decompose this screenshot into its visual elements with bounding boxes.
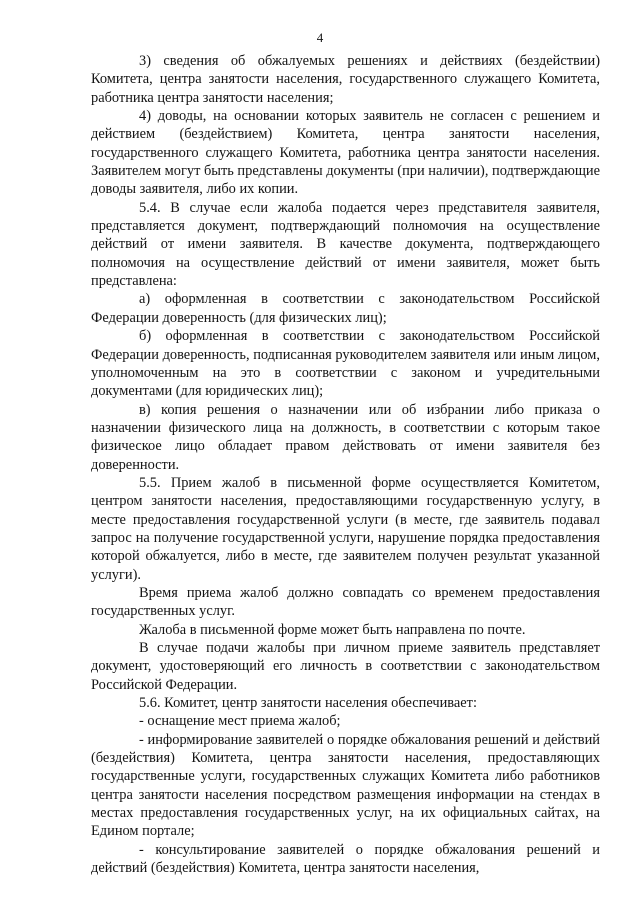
paragraph-5-6-provides: 5.6. Комитет, центр занятости населения обеспечивает: (139, 695, 477, 712)
paragraph-item-v: в) копия решения о назначении или об избрании либо приказа о назначении физического лица на должность, в соответствии с которым такое физическое лицо обладает правом действовать от имени заявителя без доверенности. (91, 401, 600, 473)
paragraph-informing: - информирование заявителей о порядке обжалования решений и действий (бездействия) Комитета, центра занятости населения, предоставляющих государственные услуги, государственных служащих Комитета либо работников центра занятости населения посредством размещения информации на стендах в местах предоставления государственных услуг, на их официальных сайтах, на Едином портале; (91, 731, 600, 840)
paragraph-5-4-representative: 5.4. В случае если жалоба подается через представителя заявителя, представляется документ, подтверждающий полномочия на осуществление действий от имени заявителя. В качестве документа, подтверждающего полномочия на осуществление действий от имени заявителя, может быть представлена: (91, 199, 600, 290)
document-body (91, 52, 600, 877)
paragraph-consulting: - консультирование заявителей о порядке обжалования решений и действий (бездействия) Комитета, центра занятости населения, (91, 841, 600, 877)
paragraph-4-arguments: 4) доводы, на основании которых заявитель не согласен с решением и действием (бездействием) Комитета, центра занятости населения, государственного служащего Комитета, работника центра занятости населения. Заявителем могут быть представлены документы (при наличии), подтверждающие доводы заявителя, либо их копии. (91, 108, 600, 198)
paragraph-item-a: а) оформленная в соответствии с законодательством Российской Федерации доверенность (для физических лиц); (91, 291, 600, 326)
paragraph-5-5-reception: 5.5. Прием жалоб в письменной форме осуществляется Комитетом, центром занятости населения, предоставляющими государственную услугу, в месте предоставления государственной услуги (в месте, где заявитель подавал запрос на получение государственной услуги, нарушение порядка предоставления которой обжалуется, либо в месте, где заявителем получен результат указанной услуги). (91, 474, 600, 583)
paragraph-reception-time: Время приема жалоб должно совпадать со временем предоставления государственных услуг. (91, 584, 600, 620)
paragraph-equipping-places: - оснащение мест приема жалоб; (139, 713, 341, 730)
paragraph-by-mail: Жалоба в письменной форме может быть направлена по почте. (139, 621, 526, 638)
paragraph-identity-document: В случае подачи жалобы при личном приеме заявитель представляет документ, удостоверяющий его личность в соответствии с законодательством Российской Федерации. (91, 640, 600, 693)
paragraph-item-b: б) оформленная в соответствии с законодательством Российской Федерации доверенность, подписанная руководителем заявителя или иным лицом, уполномоченным на это в соответствии с законом и учредительными документами (для юридических лиц); (91, 328, 600, 400)
paragraph-3-complaint-details: 3) сведения об обжалуемых решениях и действиях (бездействии) Комитета, центра занятости населения, государственного служащего Комитета, работника центра занятости населения; (91, 53, 600, 106)
page-number: 4 (316, 30, 324, 45)
